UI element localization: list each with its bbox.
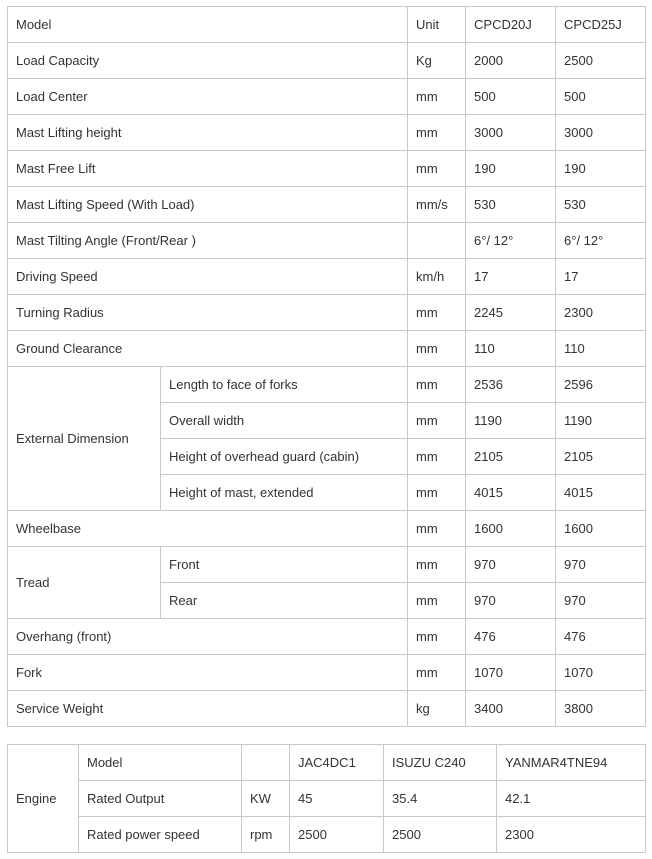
table-row bbox=[8, 547, 646, 583]
sub-row-label: Front bbox=[161, 547, 408, 583]
row-value-1: 530 bbox=[466, 187, 556, 223]
row-value-1: 970 bbox=[466, 583, 556, 619]
row-value-1: 970 bbox=[466, 547, 556, 583]
row-unit: mm/s bbox=[408, 187, 466, 223]
row-value-1: 3000 bbox=[466, 115, 556, 151]
row-value-1: 17 bbox=[466, 259, 556, 295]
table-row bbox=[8, 79, 646, 115]
engine-value-1: 2500 bbox=[290, 817, 384, 853]
group-label-engine: Engine bbox=[8, 745, 79, 853]
header-row bbox=[8, 7, 646, 43]
row-value-1: 1600 bbox=[466, 511, 556, 547]
row-value-1: 500 bbox=[466, 79, 556, 115]
row-value-2: 2596 bbox=[556, 367, 646, 403]
engine-row-unit: rpm bbox=[242, 817, 290, 853]
row-unit: Kg bbox=[408, 43, 466, 79]
row-label: Mast Lifting Speed (With Load) bbox=[8, 187, 408, 223]
row-unit: km/h bbox=[408, 259, 466, 295]
table-row bbox=[8, 223, 646, 259]
group-label-tread: Tread bbox=[8, 547, 161, 619]
row-unit: mm bbox=[408, 583, 466, 619]
sub-row-label: Rear bbox=[161, 583, 408, 619]
row-value-1: 2245 bbox=[466, 295, 556, 331]
header-model-2: CPCD25J bbox=[556, 7, 646, 43]
sub-row-label: Length to face of forks bbox=[161, 367, 408, 403]
row-unit bbox=[408, 223, 466, 259]
row-value-2: 3000 bbox=[556, 115, 646, 151]
row-label: Mast Lifting height bbox=[8, 115, 408, 151]
row-value-1: 1190 bbox=[466, 403, 556, 439]
sub-row-label: Overall width bbox=[161, 403, 408, 439]
row-value-2: 2500 bbox=[556, 43, 646, 79]
table-row bbox=[8, 745, 646, 781]
row-unit: mm bbox=[408, 619, 466, 655]
row-value-2: 1070 bbox=[556, 655, 646, 691]
engine-value-3: YANMAR4TNE94 bbox=[497, 745, 646, 781]
header-model: Model bbox=[8, 7, 408, 43]
table-row bbox=[8, 115, 646, 151]
row-unit: mm bbox=[408, 295, 466, 331]
row-value-2: 1600 bbox=[556, 511, 646, 547]
row-unit: mm bbox=[408, 151, 466, 187]
engine-table bbox=[7, 744, 646, 853]
engine-row-unit: KW bbox=[242, 781, 290, 817]
engine-value-2: 2500 bbox=[384, 817, 497, 853]
row-value-2: 476 bbox=[556, 619, 646, 655]
table-row bbox=[8, 187, 646, 223]
row-unit: mm bbox=[408, 79, 466, 115]
row-value-1: 2105 bbox=[466, 439, 556, 475]
row-value-1: 4015 bbox=[466, 475, 556, 511]
engine-row-label: Rated Output bbox=[79, 781, 242, 817]
row-unit: mm bbox=[408, 331, 466, 367]
row-label: Overhang (front) bbox=[8, 619, 408, 655]
row-label: Wheelbase bbox=[8, 511, 408, 547]
row-label: Load Center bbox=[8, 79, 408, 115]
table-row bbox=[8, 781, 646, 817]
row-label: Service Weight bbox=[8, 691, 408, 727]
engine-value-2: ISUZU C240 bbox=[384, 745, 497, 781]
table-row bbox=[8, 43, 646, 79]
row-label: Load Capacity bbox=[8, 43, 408, 79]
sub-row-label: Height of overhead guard (cabin) bbox=[161, 439, 408, 475]
row-unit: kg bbox=[408, 691, 466, 727]
row-label: Fork bbox=[8, 655, 408, 691]
row-value-1: 2000 bbox=[466, 43, 556, 79]
table-row bbox=[8, 295, 646, 331]
specification-table bbox=[7, 6, 646, 727]
row-label: Mast Free Lift bbox=[8, 151, 408, 187]
table-row bbox=[8, 511, 646, 547]
row-value-2: 4015 bbox=[556, 475, 646, 511]
table-row bbox=[8, 367, 646, 403]
row-label: Turning Radius bbox=[8, 295, 408, 331]
header-model-1: CPCD20J bbox=[466, 7, 556, 43]
row-value-2: 970 bbox=[556, 547, 646, 583]
row-unit: mm bbox=[408, 547, 466, 583]
engine-row-label: Rated power speed bbox=[79, 817, 242, 853]
row-value-1: 6°/ 12° bbox=[466, 223, 556, 259]
row-value-2: 2105 bbox=[556, 439, 646, 475]
table-row bbox=[8, 331, 646, 367]
engine-value-1: 45 bbox=[290, 781, 384, 817]
row-value-1: 476 bbox=[466, 619, 556, 655]
row-value-2: 970 bbox=[556, 583, 646, 619]
row-unit: mm bbox=[408, 403, 466, 439]
row-value-2: 17 bbox=[556, 259, 646, 295]
engine-row-label: Model bbox=[79, 745, 242, 781]
row-value-2: 190 bbox=[556, 151, 646, 187]
row-label: Mast Tilting Angle (Front/Rear ) bbox=[8, 223, 408, 259]
row-unit: mm bbox=[408, 439, 466, 475]
row-unit: mm bbox=[408, 115, 466, 151]
group-label-external-dimension: External Dimension bbox=[8, 367, 161, 511]
row-label: Ground Clearance bbox=[8, 331, 408, 367]
row-unit: mm bbox=[408, 367, 466, 403]
row-value-2: 2300 bbox=[556, 295, 646, 331]
engine-value-3: 2300 bbox=[497, 817, 646, 853]
row-value-2: 500 bbox=[556, 79, 646, 115]
table-row bbox=[8, 619, 646, 655]
table-row bbox=[8, 151, 646, 187]
row-value-2: 530 bbox=[556, 187, 646, 223]
engine-value-3: 42.1 bbox=[497, 781, 646, 817]
row-unit: mm bbox=[408, 475, 466, 511]
engine-row-unit bbox=[242, 745, 290, 781]
engine-value-1: JAC4DC1 bbox=[290, 745, 384, 781]
row-unit: mm bbox=[408, 655, 466, 691]
row-value-1: 1070 bbox=[466, 655, 556, 691]
row-value-1: 2536 bbox=[466, 367, 556, 403]
row-unit: mm bbox=[408, 511, 466, 547]
table-row bbox=[8, 655, 646, 691]
header-unit: Unit bbox=[408, 7, 466, 43]
row-value-2: 6°/ 12° bbox=[556, 223, 646, 259]
sub-row-label: Height of mast, extended bbox=[161, 475, 408, 511]
table-row bbox=[8, 691, 646, 727]
table-row bbox=[8, 817, 646, 853]
row-value-2: 110 bbox=[556, 331, 646, 367]
row-value-1: 190 bbox=[466, 151, 556, 187]
row-label: Driving Speed bbox=[8, 259, 408, 295]
row-value-2: 1190 bbox=[556, 403, 646, 439]
row-value-1: 110 bbox=[466, 331, 556, 367]
engine-value-2: 35.4 bbox=[384, 781, 497, 817]
table-row bbox=[8, 259, 646, 295]
row-value-1: 3400 bbox=[466, 691, 556, 727]
row-value-2: 3800 bbox=[556, 691, 646, 727]
